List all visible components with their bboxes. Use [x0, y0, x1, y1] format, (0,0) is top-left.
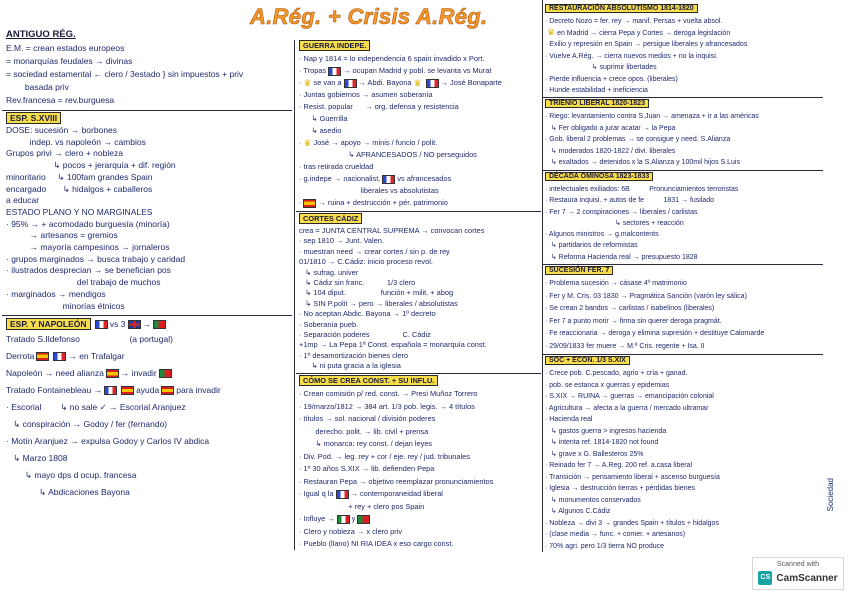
note-line: Grupos privi → clero + nobleza	[6, 148, 123, 159]
crown-icon	[303, 79, 311, 88]
note-line	[299, 77, 539, 89]
section-guerra-independencia	[299, 40, 539, 209]
note-line: minorías étnicos	[6, 300, 125, 311]
note-line: crea = JUNTA CENTRAL SUPREMA → convocan cortes	[299, 226, 485, 235]
section-sociedad-economia	[545, 355, 821, 552]
section-heading-text: ESP. Y NAPOLEÓN	[6, 318, 91, 330]
note-line: → artesanos = gremios	[6, 230, 118, 241]
column-divider	[294, 40, 295, 550]
note-line: · 19/marzo/1812 → 384 art. 1/3 pob. legis. → 4 títulos	[299, 401, 475, 411]
watermark-caption: Scanned with	[776, 561, 820, 568]
note-line: · Fer 7 → 2 conspiraciones → liberales / carlistas	[545, 208, 698, 216]
note-text: se van a	[313, 78, 342, 87]
flag-france-icon	[344, 79, 357, 88]
flag-portugal-icon	[153, 320, 166, 329]
note-line	[299, 173, 539, 185]
note-line	[299, 137, 539, 149]
section-heading	[545, 265, 821, 277]
note-line: · muestran need → crear cortes / sin p. de rey	[299, 246, 450, 256]
page-title: A.Rég. + Crisis A.Rég.	[250, 4, 488, 29]
note-line: ↳ asedio	[299, 126, 342, 135]
section-heading	[299, 213, 539, 225]
note-line: · No aceptan Abdic. Bayona → 1º decreto	[299, 309, 436, 319]
note-text: → Abdi. Bayona	[358, 78, 412, 87]
note-line: · Restaura inquisi. + autos de fe 1831 → fusilado	[545, 197, 715, 205]
flag-portugal-icon	[159, 369, 172, 378]
note-line: minoritario ↳ 100fam grandes Spain	[6, 171, 153, 182]
note-line: · Gob. liberal 2 problemas → se consigue y need. S.Alianza	[545, 136, 731, 143]
note-text: ·	[299, 78, 302, 87]
flag-france-icon	[382, 175, 395, 184]
note-line	[545, 28, 821, 40]
note-text: → contemporaneidad liberal	[350, 489, 443, 498]
note-line: · Algunos ministros → g.malcontents	[545, 231, 659, 239]
note-line: · Escorial ↳ no sale ✓ → Escorial Aranjuez	[6, 402, 186, 412]
note-line: ↳ Algunos C.Cádiz	[545, 508, 611, 515]
note-line: · Reinado fer 7 → A.Reg. 200 ref. a.casa liberal	[545, 462, 693, 469]
note-line: ↳ monarca: rey const. / dejan leyes	[299, 439, 433, 448]
section-heading-text: ESP. S.XVIII	[6, 112, 61, 124]
watermark-brand: CamScanner	[776, 572, 838, 584]
note-line: · Fer y M. Cris. 03 1830 → Pragmática Sanción (varón ley sálica)	[545, 292, 747, 300]
note-line: = sociedad estamental ← clero / 3estado } sin impuestos + priv	[6, 69, 244, 79]
note-line: ↳ Reforma Hacienda real → presupuesto 1828	[545, 253, 698, 261]
camscanner-logo-icon: CS	[758, 571, 772, 585]
section-divider	[2, 315, 292, 316]
note-line: · sep 1810 → Junt. Valen.	[299, 236, 384, 246]
note-line: · títulos → sol. nacional / división poderes	[299, 414, 436, 423]
note-line: a educar	[6, 195, 40, 206]
watermark-brand-row	[753, 571, 843, 585]
note-text: · Igual q la	[299, 489, 334, 498]
note-line: · Resist. popular → org. defensa y resistencia	[299, 102, 459, 111]
section-heading	[545, 3, 821, 15]
flag-france-icon	[328, 67, 341, 76]
note-line: Rev.francesa = rev.burguesa	[6, 95, 115, 105]
section-heading	[6, 112, 291, 124]
section-divider	[296, 211, 541, 212]
note-line: ↳ 104 diput. función + milit. + abog	[299, 288, 454, 298]
note-text: → ocupan Madrid y pobl. se levanta vs Murat	[343, 66, 492, 75]
note-line: ↳ intenta ref. 1814-1820 not found	[545, 439, 659, 446]
section-heading	[545, 98, 821, 110]
section-heading-text: CÓMO SE CREA CONST. + SU INFLU.	[299, 375, 438, 386]
section-heading-text: TRIENIO LIBERAL 1820-1823	[545, 99, 649, 108]
note-line: · Restauran Pepa → objetivo reemplazar pronunciamientos	[299, 476, 494, 486]
note-line: · 70% agri. pero 1/3 tierra NO produce	[545, 542, 665, 550]
note-line: = monarquías feudales → divinas	[6, 56, 133, 66]
note-line: · 29/09/1833 fer muere → M.ª Cris. regente + Isa. II	[545, 342, 705, 350]
section-espana-y-napoleon	[6, 318, 291, 501]
note-text: ayuda	[136, 385, 160, 395]
flag-uk-icon	[128, 320, 141, 329]
note-line: · S.XIX → RUINA → guerras → emancipación colonial	[545, 393, 714, 400]
note-line: · Nap y 1814 = lo independencia 6 spain invadido x Port.	[299, 54, 485, 63]
note-text: → en Trafalgar	[68, 351, 125, 361]
note-line: ↳ conspiración → Godoy / fer (fernando)	[6, 419, 168, 429]
note-line: · Riego: levantamiento contra S.Juan → amenaza + ir a las américas	[545, 113, 759, 120]
note-line: · Exilio y represión en Spain → persigue liberales y afrancesados	[545, 41, 748, 48]
note-line: · Hacienda real	[545, 416, 593, 423]
note-line: ESTADO PLANO Y NO MARGINALES	[6, 206, 153, 217]
section-heading	[6, 28, 291, 41]
note-line: · 95% → + acomodado burguesía (minoría)	[6, 218, 170, 229]
note-line: 01/1810 → C.Cádiz: inicio proceso revol.	[299, 257, 433, 267]
note-text: → invadir	[120, 368, 157, 378]
note-line: basada priv	[6, 82, 69, 92]
note-text: Tratado Fontainebleau →	[6, 385, 103, 395]
note-line: ↳ ni puta gracia a la iglesia	[299, 361, 401, 371]
note-text: en Madrid → cierra Pepa y Cortes → deroga legislación	[557, 29, 731, 37]
note-line: +1mp → La Pepa 1ª Const. española = monarquía const.	[299, 340, 487, 350]
flag-france-icon	[426, 79, 439, 88]
section-divider	[296, 373, 541, 374]
note-line: · Hunde estabilidad + ineficiencia	[545, 87, 648, 94]
section-divider	[2, 110, 292, 111]
note-line: ↳ grave x G. Ballesteros 25%	[545, 450, 644, 458]
section-heading-text: DÉCADA OMINOSA 1823-1833	[545, 172, 653, 181]
note-line: · Div. Pod. → leg. rey + cor / eje. rey / jud. tribunales	[299, 451, 470, 461]
note-line: · Crece pob. C.pescado, agrio + cría + ganad.	[545, 370, 688, 377]
note-line: del trabajo de muchos	[6, 277, 161, 288]
note-line: liberales vs absolutistas	[299, 186, 439, 195]
section-heading	[545, 355, 821, 367]
section-heading	[299, 375, 539, 387]
note-text: ·	[299, 198, 302, 207]
note-text: · g.indepe → nacionalist.	[299, 174, 381, 183]
note-line: DOSE: sucesión → borbones	[6, 125, 118, 135]
note-line: ↳ suprimir libertades	[545, 64, 657, 71]
note-line: ↳ sectores + reacción	[545, 219, 684, 227]
note-line: · Fer 7 a punto morir → firma sin querer deroga pragmát.	[545, 317, 722, 325]
flag-italy-icon	[337, 515, 350, 524]
crown-icon	[414, 79, 422, 88]
note-line: · Motín Aranjuez → expulsa Godoy y Carlos IV abdica	[6, 436, 210, 446]
section-heading-text: RESTAURACIÓN ABSOLUTISMO 1814-1820	[545, 4, 698, 13]
note-line: · pob. se estanca x guerras y epidemias	[545, 381, 670, 389]
note-line: ↳ Abdicaciones Bayona	[6, 487, 130, 497]
note-line: · 1º desamortización bienes clero	[299, 350, 409, 360]
note-line: · Crean comisión p/ red. const. → Presi Muñoz Torrero	[299, 389, 478, 398]
note-line: ↳ Guerrilla	[299, 114, 348, 123]
section-heading	[299, 40, 539, 52]
crown-icon	[303, 139, 311, 148]
flag-spain-icon	[36, 352, 49, 361]
section-antiguo-regimen	[6, 28, 291, 107]
note-line	[299, 65, 539, 77]
section-heading	[6, 318, 291, 330]
note-line: encargado ↳ hidalgos + caballeros	[6, 183, 153, 194]
section-decada-ominosa	[545, 171, 821, 263]
side-note: Sociedad	[826, 478, 835, 512]
note-text: · Tropas	[299, 66, 327, 75]
note-line: → mayoría campesinos → jornaleros	[6, 242, 170, 253]
flag-france-icon	[53, 352, 66, 361]
section-heading-text: SOC + ECON. 1/3 S.XIX	[545, 356, 630, 365]
note-line: · Transición → pensamiento liberal + ascenso burguesía	[545, 473, 720, 481]
note-line: ↳ mayo dps d ocup. francesa	[6, 470, 137, 480]
note-line: E.M. = crean estados europeos	[6, 43, 125, 53]
section-trienio-liberal	[545, 98, 821, 169]
flag-spain-icon	[106, 369, 119, 378]
note-text: para invadir	[176, 385, 221, 395]
note-line	[299, 488, 539, 501]
note-text: →	[142, 319, 151, 329]
note-line: · marginados → mendigos	[6, 288, 106, 299]
note-line	[6, 382, 291, 399]
note-line: · Nobleza → divi 3 → grandes Spain + títulos + hidalgos	[545, 519, 719, 527]
section-espana-siglo-xviii	[6, 112, 291, 312]
note-text: · Influye →	[299, 514, 335, 523]
flag-spain-icon	[303, 199, 316, 208]
note-line: · 1º 30 años S.XIX → lib. defienden Pepa	[299, 464, 435, 473]
flag-france-icon	[104, 386, 117, 395]
note-line	[299, 197, 539, 209]
note-line	[299, 513, 539, 526]
flag-spain-icon	[161, 386, 174, 395]
note-text: José → apoyo → minis / funcio / polit.	[313, 138, 438, 147]
note-line: ↳ Marzo 1808	[6, 453, 68, 463]
crown-icon	[547, 28, 555, 37]
flag-france-icon	[95, 320, 108, 329]
note-line: ↳ AFRANCESADOS / NO perseguidos	[299, 150, 477, 159]
section-heading-text: SUCESIÓN FER. 7	[545, 266, 613, 275]
note-line: · Separación poderes C. Cádiz	[299, 330, 431, 340]
note-line: · ilustrados desprecian → se benefician pos	[6, 265, 171, 276]
note-line: · grupos marginados → busca trabajo y caridad	[6, 253, 186, 264]
note-line: · tras retirada crueldad	[299, 162, 374, 171]
note-line: · (clase media → func. + comer. + artesanos)	[545, 531, 686, 538]
camscanner-watermark	[752, 557, 844, 590]
note-line: derecho. polit. → lib. civil + prensa	[299, 426, 429, 436]
note-text: ·	[299, 138, 302, 147]
note-line: ↳ sufrag. univer	[299, 267, 359, 277]
note-line: · Juntas gobiernos → asumen soberanía	[299, 90, 433, 99]
note-text: Derrota	[6, 351, 35, 361]
flag-portugal-icon	[357, 515, 370, 524]
note-line: · Pueblo (llano) NI RIA IDEA x eso cargo const.	[299, 539, 454, 548]
note-text	[91, 319, 93, 329]
note-line	[6, 348, 291, 365]
note-line: indep. vs napoleón → cambios	[6, 136, 146, 147]
note-line: ↳ monumentos conservados	[545, 496, 641, 504]
note-line: ↳ moderados 1820-1822 / divi. liberales	[545, 147, 676, 155]
section-heading-text: GUERRA INDEPE.	[299, 40, 370, 51]
note-line: ↳ gastos guerra > ingresos hacienda	[545, 427, 667, 435]
flag-france-icon	[336, 490, 349, 499]
note-text: vs 3	[109, 319, 126, 329]
note-line: ↳ partidarios de reformistas	[545, 242, 638, 250]
note-text: vs afrancesados	[397, 174, 452, 183]
note-text: y	[351, 514, 356, 523]
note-line: · Soberanía pueb.	[299, 319, 359, 329]
section-heading-text: CORTES CÁDIZ	[299, 213, 362, 224]
section-constitucion	[299, 375, 539, 551]
note-line: ↳ SIN P.polit → pero → liberales / absolutistas	[299, 298, 458, 308]
note-text: → ruina + destrucción + pér. patrimonio	[318, 198, 448, 207]
flag-spain-icon	[121, 386, 134, 395]
column-divider	[542, 0, 543, 552]
note-line: + rey + clero pos Spain	[299, 501, 425, 511]
note-line: · Fe reaccionaria → deroga y elimina supresión + destituye Calomarde	[545, 330, 765, 337]
note-line: · Pierde influencia + crece opos. (liberales)	[545, 75, 678, 83]
section-heading	[545, 171, 821, 183]
note-line	[6, 365, 291, 382]
section-cortes-cadiz	[299, 213, 539, 372]
note-line: · Se crean 2 bandos → carlistas / isabelinos (liberales)	[545, 305, 715, 312]
note-line: ↳ Cádiz sin franc. 1/3 clero	[299, 278, 416, 288]
note-line: · intelectuales exiliados: 6B Pronunciamientos terroristas	[545, 186, 739, 193]
note-line: · Decreto Nozo = fer. rey → manif. Persas + vuelta absol.	[545, 18, 723, 25]
note-line: · Iglesia → destrucción tierras + pérdidas bienes	[545, 485, 695, 492]
note-line: · Agricultura → afecta a la guerra / mercado ultramar	[545, 404, 709, 412]
note-line: ↳ exaltados → detenidos x la S.Alianza y 100mil hijos S.Luis	[545, 159, 740, 166]
note-line: ↳ pocos + jerarquía + dif. región	[6, 160, 176, 171]
note-line: · Clero y nobleza → x clero priv	[299, 526, 403, 536]
section-heading-text: ANTIGUO RÉG.	[6, 29, 76, 40]
note-line: · Vuelve A.Rég. → cierra nuevos medios + no la inquisi.	[545, 52, 718, 60]
note-text: → José Bonaparte	[440, 78, 502, 87]
section-restauracion-absolutismo	[545, 3, 821, 97]
note-line: ↳ Fer obligado a jurar acatar → la Pepa	[545, 124, 676, 132]
note-text: Napoleón → need alianza	[6, 368, 104, 378]
note-line: · Problema sucesión → cásase 4º matrimonio	[545, 280, 687, 287]
note-line: Tratado S.Ildefonso (a portugal)	[6, 334, 173, 344]
section-sucesion-fernando-vii	[545, 265, 821, 353]
